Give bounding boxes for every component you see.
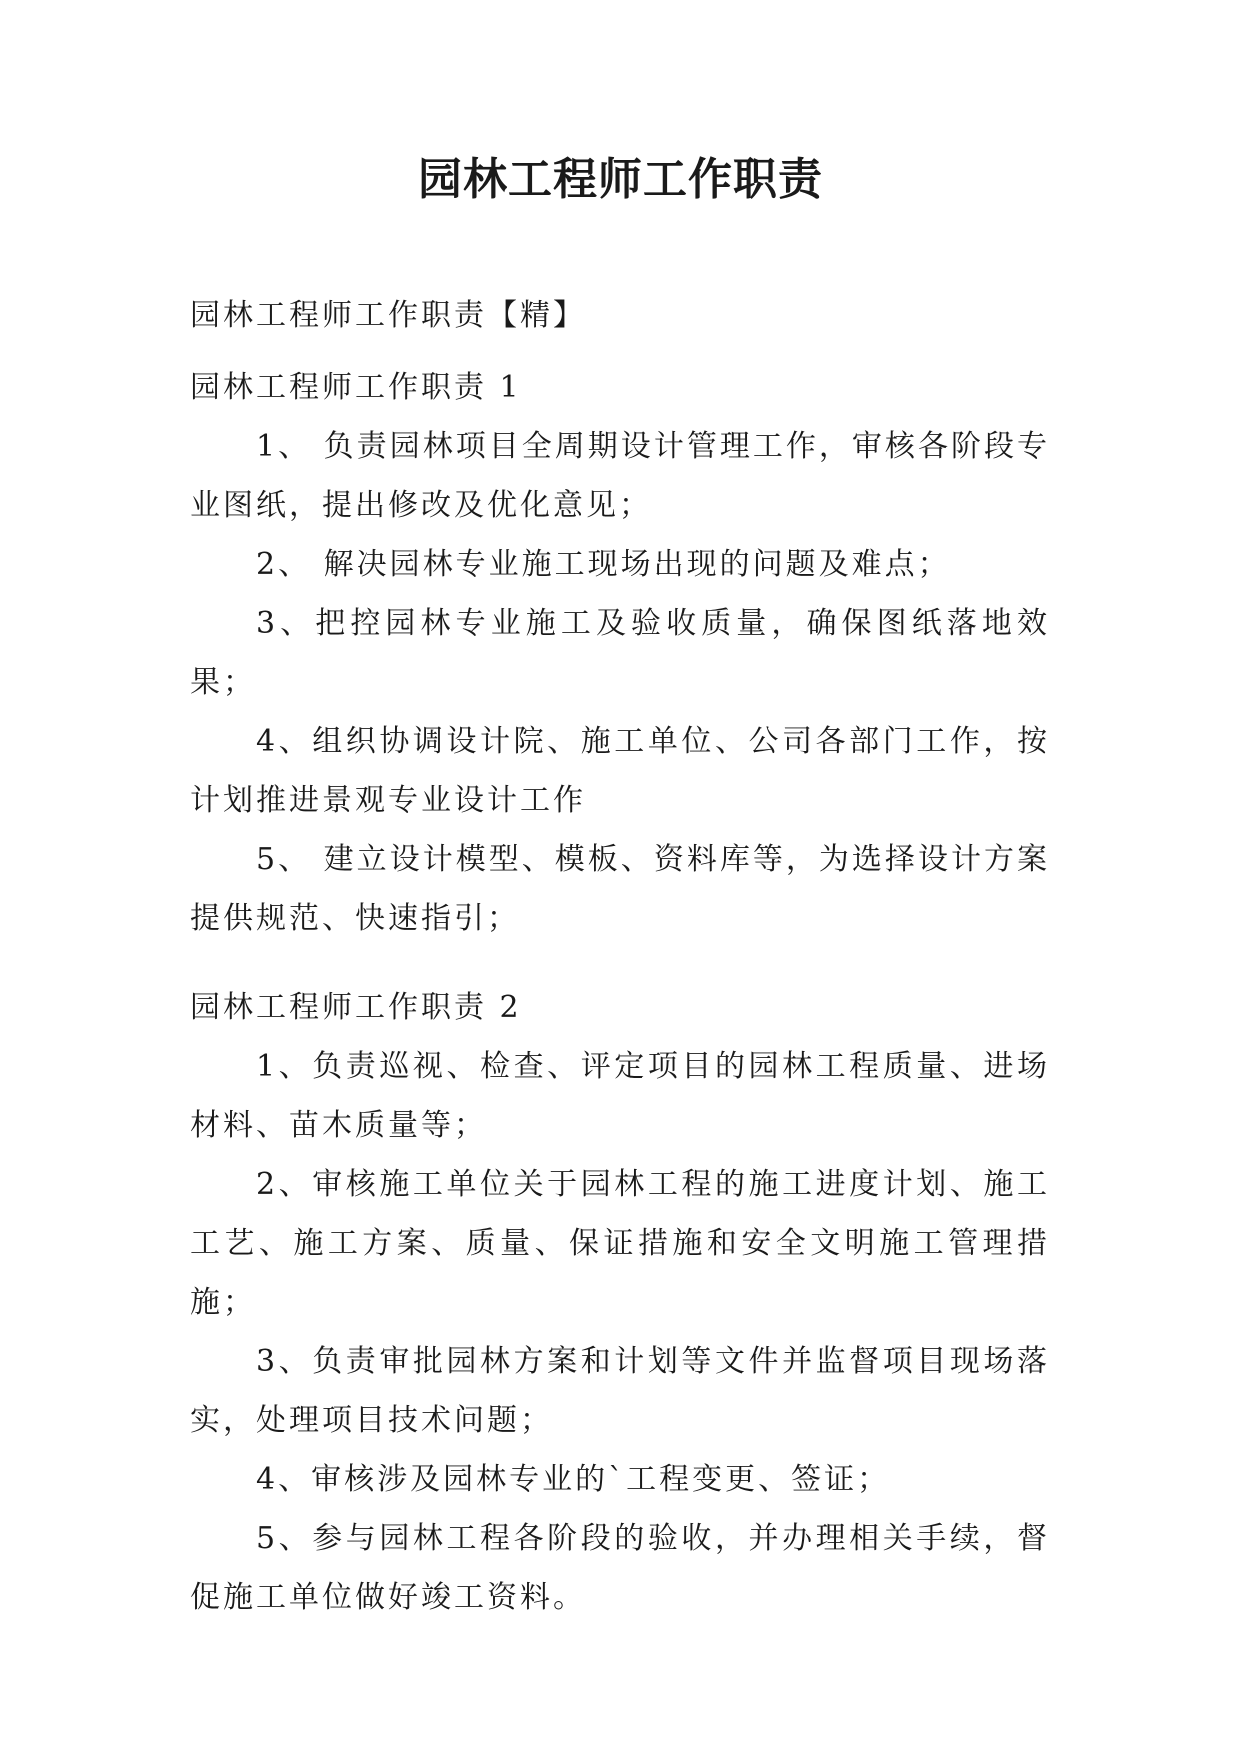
list-item: 1、负责巡视、检查、评定项目的园林工程质量、进场材料、苗木质量等； — [190, 1049, 1050, 1143]
section-heading: 园林工程师工作职责 1 — [190, 370, 522, 405]
list-item: 3、把控园林专业施工及验收质量，确保图纸落地效果； — [190, 606, 1050, 700]
list-item: 5、参与园林工程各阶段的验收，并办理相关手续，督促施工单位做好竣工资料。 — [190, 1521, 1050, 1615]
list-item: 5、 建立设计模型、模板、资料库等，为选择设计方案提供规范、快速指引； — [190, 842, 1050, 936]
section-heading: 园林工程师工作职责 2 — [190, 990, 522, 1025]
section-2 — [190, 978, 1050, 1627]
list-item: 2、 解决园林专业施工现场出现的问题及难点； — [256, 547, 951, 582]
document-subtitle: 园林工程师工作职责【精】 — [190, 298, 586, 333]
document-title: 园林工程师工作职责 — [418, 154, 823, 205]
list-item: 3、负责审批园林方案和计划等文件并监督项目现场落实，处理项目技术问题； — [190, 1344, 1050, 1438]
section-1 — [190, 358, 1050, 948]
list-item: 2、审核施工单位关于园林工程的施工进度计划、施工工艺、施工方案、质量、保证措施和安全文明施工管理措施； — [190, 1167, 1050, 1320]
list-item: 4、组织协调设计院、施工单位、公司各部门工作，按计划推进景观专业设计工作 — [190, 724, 1050, 818]
list-item: 1、 负责园林项目全周期设计管理工作，审核各阶段专业图纸，提出修改及优化意见； — [190, 429, 1050, 523]
list-item: 4、审核涉及园林专业的`工程变更、签证； — [256, 1462, 891, 1497]
